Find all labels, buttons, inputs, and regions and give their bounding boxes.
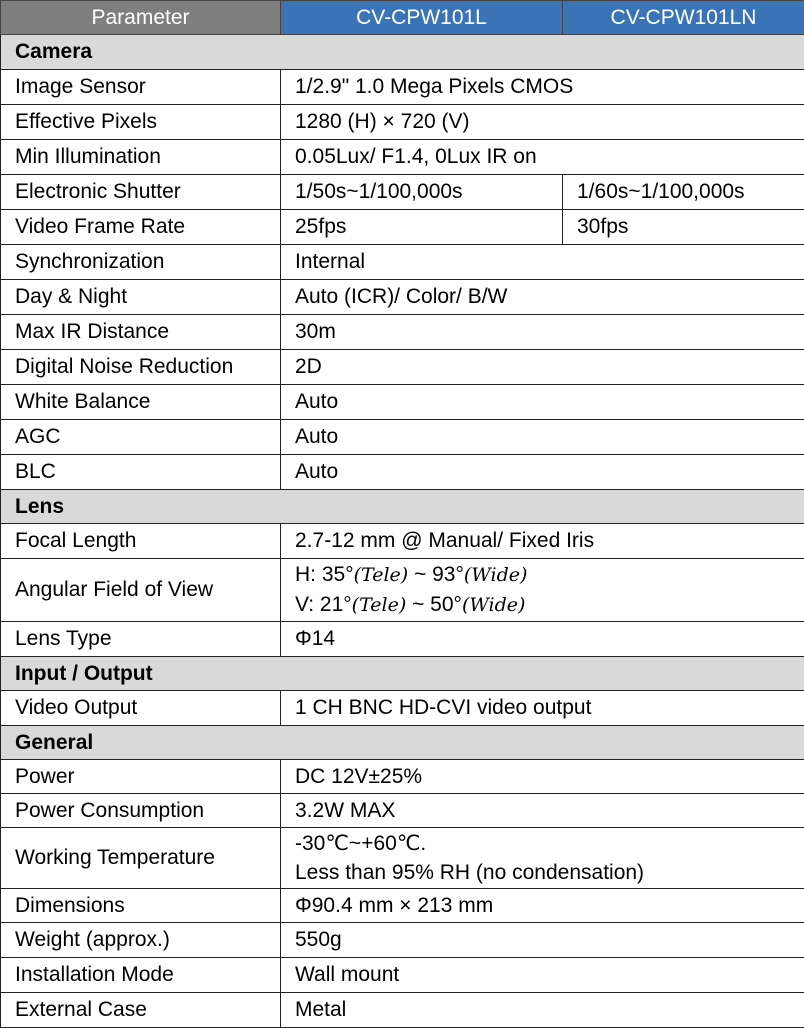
fov-v-wide: (Wide) <box>462 594 526 616</box>
param-label: Focal Length <box>1 524 281 559</box>
table-row <box>1 105 804 140</box>
param-label: Working Temperature <box>1 828 281 889</box>
param-value-ln: 1/60s~1/100,000s <box>563 175 804 210</box>
table-row <box>1 70 804 105</box>
section-row-io <box>1 657 804 691</box>
param-value: Auto (ICR)/ Color/ B/W <box>281 280 804 315</box>
temperature-range: -30℃~+60℃. <box>295 829 804 858</box>
param-label: Installation Mode <box>1 958 281 993</box>
param-label: Dimensions <box>1 889 281 923</box>
param-value: Metal <box>281 993 804 1028</box>
param-label: Synchronization <box>1 245 281 280</box>
param-label: Digital Noise Reduction <box>1 350 281 385</box>
table-row <box>1 794 804 828</box>
param-value-fov <box>281 559 804 622</box>
param-value-ln: 30fps <box>563 210 804 245</box>
param-label: Electronic Shutter <box>1 175 281 210</box>
fov-v-tele: (Tele) <box>352 594 407 616</box>
param-label: Power <box>1 760 281 794</box>
param-label: Video Frame Rate <box>1 210 281 245</box>
header-model-ln: CV-CPW101LN <box>563 1 804 35</box>
table-row <box>1 455 804 490</box>
param-value: 550g <box>281 923 804 958</box>
header-row <box>1 1 804 35</box>
param-value-temperature <box>281 828 804 889</box>
param-value: 1 CH BNC HD-CVI video output <box>281 691 804 726</box>
param-label: Power Consumption <box>1 794 281 828</box>
fov-vertical <box>295 590 804 620</box>
param-value: 1/2.9" 1.0 Mega Pixels CMOS <box>281 70 804 105</box>
param-label: AGC <box>1 420 281 455</box>
fov-h-tele: (Tele) <box>354 564 409 586</box>
param-value-l: 1/50s~1/100,000s <box>281 175 563 210</box>
param-label: Video Output <box>1 691 281 726</box>
humidity-range: Less than 95% RH (no condensation) <box>295 858 804 887</box>
param-value: Auto <box>281 385 804 420</box>
table-row <box>1 315 804 350</box>
table-row <box>1 622 804 657</box>
table-row <box>1 420 804 455</box>
fov-v-prefix: V: 21° <box>295 593 352 616</box>
param-value: DC 12V±25% <box>281 760 804 794</box>
table-row <box>1 175 804 210</box>
param-label: Max IR Distance <box>1 315 281 350</box>
header-model-l: CV-CPW101L <box>281 1 563 35</box>
fov-h-prefix: H: 35° <box>295 563 354 586</box>
table-row <box>1 958 804 993</box>
table-row <box>1 760 804 794</box>
table-row <box>1 210 804 245</box>
param-value: 0.05Lux/ F1.4, 0Lux IR on <box>281 140 804 175</box>
table-row <box>1 559 804 622</box>
section-title-camera: Camera <box>1 35 804 70</box>
table-row <box>1 385 804 420</box>
fov-h-wide: (Wide) <box>464 564 528 586</box>
param-value: 1280 (H) × 720 (V) <box>281 105 804 140</box>
param-value: 30m <box>281 315 804 350</box>
fov-h-mid: ~ 93° <box>408 563 464 586</box>
param-label: External Case <box>1 993 281 1028</box>
param-label: Lens Type <box>1 622 281 657</box>
section-row-lens <box>1 490 804 524</box>
param-value: 2D <box>281 350 804 385</box>
section-row-camera <box>1 35 804 70</box>
section-title-lens: Lens <box>1 490 804 524</box>
table-row <box>1 524 804 559</box>
param-value: Φ14 <box>281 622 804 657</box>
param-value: Φ90.4 mm × 213 mm <box>281 889 804 923</box>
table-row <box>1 828 804 889</box>
fov-horizontal <box>295 560 804 590</box>
param-label: White Balance <box>1 385 281 420</box>
fov-v-mid: ~ 50° <box>406 593 462 616</box>
table-row <box>1 280 804 315</box>
param-value-l: 25fps <box>281 210 563 245</box>
table-row <box>1 923 804 958</box>
param-label: Angular Field of View <box>1 559 281 622</box>
table-row <box>1 350 804 385</box>
param-label: Day & Night <box>1 280 281 315</box>
table-row <box>1 691 804 726</box>
param-value: Wall mount <box>281 958 804 993</box>
table-row <box>1 889 804 923</box>
table-row <box>1 245 804 280</box>
header-parameter: Parameter <box>1 1 281 35</box>
param-label: Effective Pixels <box>1 105 281 140</box>
param-label: BLC <box>1 455 281 490</box>
param-value: 2.7-12 mm @ Manual/ Fixed Iris <box>281 524 804 559</box>
param-label: Weight (approx.) <box>1 923 281 958</box>
section-row-general <box>1 726 804 760</box>
param-label: Image Sensor <box>1 70 281 105</box>
table-row <box>1 140 804 175</box>
section-title-general: General <box>1 726 804 760</box>
section-title-io: Input / Output <box>1 657 804 691</box>
param-value: Auto <box>281 420 804 455</box>
param-value: 3.2W MAX <box>281 794 804 828</box>
param-label: Min Illumination <box>1 140 281 175</box>
param-value: Auto <box>281 455 804 490</box>
table-row <box>1 993 804 1028</box>
param-value: Internal <box>281 245 804 280</box>
